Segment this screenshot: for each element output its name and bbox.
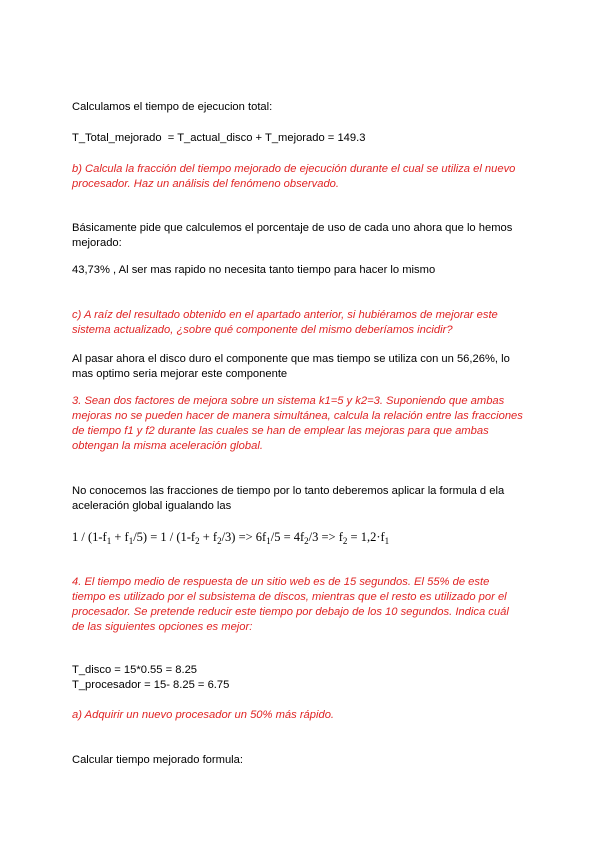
text-line: 43,73% , Al ser mas rapido no necesita tanto tiempo para hacer lo mismo — [72, 264, 436, 276]
text-line: T_Total_mejorado = T_actual_disco + T_mejorado = 149.3 — [72, 132, 366, 144]
question-line: a) Adquirir un nuevo procesador un 50% más rápido. — [72, 709, 335, 721]
text-line: Calculamos el tiempo de ejecucion total: — [72, 101, 273, 113]
question-line: mejoras no se pueden hacer de manera simultánea, calcula la relación entre las fracciones — [72, 410, 523, 422]
formula-part: /5) = 1 / (1-f — [133, 530, 196, 544]
formula-subscript: 1 — [128, 536, 134, 546]
formula-part: 1 / (1-f — [72, 530, 107, 544]
text-line: mas optimo seria mejorar este componente — [72, 368, 288, 380]
question-line: de las siguientes opciones es mejor: — [72, 621, 253, 633]
question-line: obtengan la misma aceleración global. — [72, 440, 263, 452]
formula-subscript: 1 — [384, 536, 390, 546]
formula-equation — [72, 530, 389, 545]
formula-subscript: 1 — [106, 536, 112, 546]
text-line: Básicamente pide que calculemos el porcentaje de uso de cada uno ahora que lo hemos — [72, 222, 513, 234]
text-line: aceleración global igualando las — [72, 500, 232, 512]
formula-part: /5 = 4f — [270, 530, 305, 544]
question-line: sistema actualizado, ¿sobre qué componente del mismo deberíamos incidir? — [72, 324, 453, 336]
formula-part: = 1,2·f — [347, 530, 385, 544]
text-line: No conocemos las fracciones de tiempo por lo tanto deberemos aplicar la formula d ela — [72, 485, 505, 497]
formula-part: + f — [199, 530, 218, 544]
question-line: tiempo es utilizado por el subsistema de discos, mientras que el resto es utilizado por el — [72, 591, 507, 603]
formula-subscript: 2 — [217, 536, 222, 546]
question-line: de tiempo f1 y f2 durante las cuales se han de emplear las mejoras para que ambas — [72, 425, 489, 437]
question-line: 4. El tiempo medio de respuesta de un sitio web es de 15 segundos. El 55% de este — [72, 576, 490, 588]
question-line: procesador. Haz un análisis del fenómeno observado. — [72, 178, 340, 190]
text-line: Al pasar ahora el disco duro el componente que mas tiempo se utiliza con un 56,26%, lo — [72, 353, 510, 365]
question-line: c) A raíz del resultado obtenido en el apartado anterior, si hubiéramos de mejorar este — [72, 309, 498, 321]
formula-subscript: 1 — [266, 536, 271, 546]
text-line: mejorado: — [72, 237, 122, 249]
formula-subscript: 2 — [342, 536, 348, 546]
formula-part: + f — [111, 530, 129, 544]
text-line: Calcular tiempo mejorado formula: — [72, 754, 243, 766]
text-line: T_disco = 15*0.55 = 8.25 — [72, 664, 198, 676]
question-line: 3. Sean dos factores de mejora sobre un sistema k1=5 y k2=3. Suponiendo que ambas — [72, 395, 505, 407]
formula-part: /3) => 6f — [221, 530, 267, 544]
formula-part: /3 => f — [308, 530, 343, 544]
formula-subscript: 2 — [304, 536, 309, 546]
formula-subscript: 2 — [195, 536, 200, 546]
text-line: T_procesador = 15- 8.25 = 6.75 — [72, 679, 230, 691]
question-line: procesador. Se pretende reducir este tiempo por debajo de los 10 segundos. Indica cuál — [72, 606, 509, 618]
question-line: b) Calcula la fracción del tiempo mejorado de ejecución durante el cual se utiliza el nuevo — [72, 163, 516, 175]
